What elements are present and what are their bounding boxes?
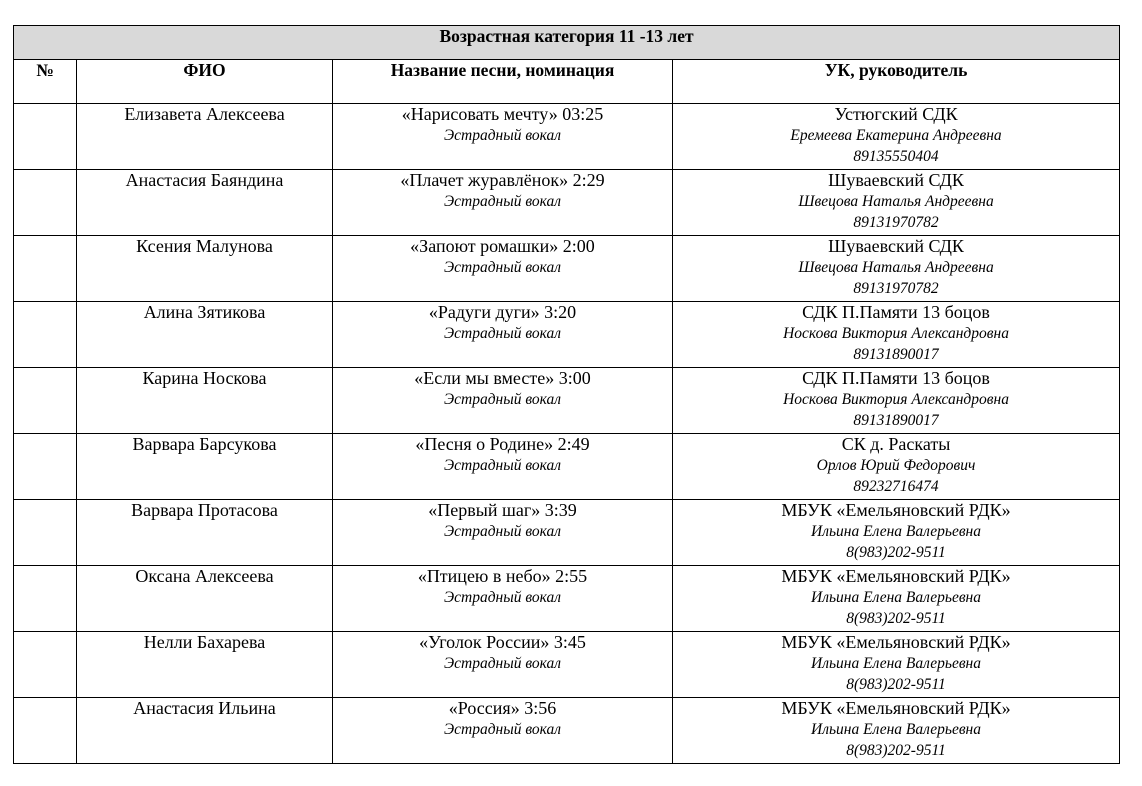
song-title: «Уголок России» 3:45 xyxy=(419,632,586,652)
organization: СДК П.Памяти 13 боцов xyxy=(802,302,990,322)
cell-name xyxy=(77,434,333,500)
cell-num xyxy=(14,104,77,170)
leader-phone: 89135550404 xyxy=(853,148,939,165)
cell-org xyxy=(673,434,1120,500)
cell-org xyxy=(673,302,1120,368)
cell-org xyxy=(673,104,1120,170)
header-org: УК, руководитель xyxy=(673,60,1120,104)
leader-name: Еремеева Екатерина Андреевна xyxy=(790,127,1002,144)
cell-name xyxy=(77,500,333,566)
table-caption: Возрастная категория 11 -13 лет xyxy=(14,26,1120,60)
song-title: «Песня о Родине» 2:49 xyxy=(415,434,590,454)
table-row xyxy=(14,104,1120,170)
participant-name: Анастасия Баяндина xyxy=(125,170,284,190)
leader-name: Носкова Виктория Александровна xyxy=(783,325,1009,342)
cell-org xyxy=(673,500,1120,566)
cell-song xyxy=(333,170,673,236)
table-row xyxy=(14,170,1120,236)
cell-num xyxy=(14,170,77,236)
nomination: Эстрадный вокал xyxy=(443,589,562,606)
cell-num xyxy=(14,632,77,698)
organization: МБУК «Емельяновский РДК» xyxy=(781,566,1011,586)
leader-phone: 89131890017 xyxy=(853,346,939,363)
organization: Устюгский СДК xyxy=(834,104,958,124)
header-row xyxy=(14,60,1120,104)
participant-name: Оксана Алексеева xyxy=(135,566,274,586)
cell-org xyxy=(673,170,1120,236)
leader-phone: 8(983)202-9511 xyxy=(846,610,946,627)
cell-song xyxy=(333,566,673,632)
cell-name xyxy=(77,302,333,368)
cell-song xyxy=(333,434,673,500)
leader-name: Ильина Елена Валерьевна xyxy=(811,655,982,672)
cell-name xyxy=(77,236,333,302)
leader-name: Швецова Наталья Андреевна xyxy=(798,193,994,210)
leader-phone: 8(983)202-9511 xyxy=(846,676,946,693)
cell-org xyxy=(673,698,1120,764)
cell-name xyxy=(77,698,333,764)
nomination: Эстрадный вокал xyxy=(443,655,562,672)
nomination: Эстрадный вокал xyxy=(443,721,562,738)
leader-name: Ильина Елена Валерьевна xyxy=(811,589,982,606)
participant-name: Нелли Бахарева xyxy=(143,632,266,652)
header-num: № xyxy=(14,60,77,104)
participant-name: Карина Носкова xyxy=(142,368,267,388)
cell-num xyxy=(14,500,77,566)
cell-org xyxy=(673,368,1120,434)
leader-name: Орлов Юрий Федорович xyxy=(816,457,976,474)
organization: МБУК «Емельяновский РДК» xyxy=(781,500,1011,520)
table-row xyxy=(14,368,1120,434)
leader-name: Швецова Наталья Андреевна xyxy=(798,259,994,276)
cell-song xyxy=(333,368,673,434)
nomination: Эстрадный вокал xyxy=(443,325,562,342)
song-title: «Нарисовать мечту» 03:25 xyxy=(401,104,604,124)
participants-table xyxy=(13,25,1120,764)
leader-phone: 8(983)202-9511 xyxy=(846,544,946,561)
organization: МБУК «Емельяновский РДК» xyxy=(781,698,1011,718)
cell-song xyxy=(333,632,673,698)
song-title: «Первый шаг» 3:39 xyxy=(428,500,577,520)
cell-name xyxy=(77,566,333,632)
table-row xyxy=(14,302,1120,368)
cell-num xyxy=(14,302,77,368)
organization: МБУК «Емельяновский РДК» xyxy=(781,632,1011,652)
cell-num xyxy=(14,434,77,500)
cell-num xyxy=(14,236,77,302)
organization: СДК П.Памяти 13 боцов xyxy=(802,368,990,388)
leader-phone: 89131970782 xyxy=(853,280,939,297)
cell-song xyxy=(333,236,673,302)
table-row xyxy=(14,566,1120,632)
table-row xyxy=(14,698,1120,764)
cell-num xyxy=(14,698,77,764)
participant-name: Елизавета Алексеева xyxy=(124,104,285,124)
header-song: Название песни, номинация xyxy=(333,60,673,104)
leader-name: Ильина Елена Валерьевна xyxy=(811,721,982,738)
song-title: «Запоют ромашки» 2:00 xyxy=(410,236,595,256)
participant-name: Анастасия Ильина xyxy=(133,698,276,718)
leader-phone: 89131890017 xyxy=(853,412,939,429)
table-row xyxy=(14,632,1120,698)
participant-name: Алина Зятикова xyxy=(143,302,266,322)
cell-name xyxy=(77,170,333,236)
table-body xyxy=(14,104,1120,764)
nomination: Эстрадный вокал xyxy=(443,457,562,474)
table-row xyxy=(14,236,1120,302)
song-title: «Радуги дуги» 3:20 xyxy=(428,302,577,322)
header-name: ФИО xyxy=(77,60,333,104)
caption-row xyxy=(14,26,1120,60)
leader-name: Ильина Елена Валерьевна xyxy=(811,523,982,540)
organization: Шуваевский СДК xyxy=(828,236,964,256)
participant-name: Варвара Барсукова xyxy=(132,434,277,454)
leader-name: Носкова Виктория Александровна xyxy=(783,391,1009,408)
nomination: Эстрадный вокал xyxy=(443,127,562,144)
nomination: Эстрадный вокал xyxy=(443,523,562,540)
cell-song xyxy=(333,302,673,368)
leader-phone: 89232716474 xyxy=(853,478,939,495)
cell-song xyxy=(333,104,673,170)
nomination: Эстрадный вокал xyxy=(443,391,562,408)
cell-name xyxy=(77,368,333,434)
participant-name: Варвара Протасова xyxy=(131,500,278,520)
cell-name xyxy=(77,104,333,170)
leader-phone: 8(983)202-9511 xyxy=(846,742,946,759)
organization: СК д. Раскаты xyxy=(841,434,951,454)
nomination: Эстрадный вокал xyxy=(443,259,562,276)
song-title: «Если мы вместе» 3:00 xyxy=(414,368,591,388)
organization: Шуваевский СДК xyxy=(828,170,964,190)
cell-org xyxy=(673,632,1120,698)
participant-name: Ксения Малунова xyxy=(136,236,273,256)
cell-org xyxy=(673,236,1120,302)
cell-song xyxy=(333,698,673,764)
nomination: Эстрадный вокал xyxy=(443,193,562,210)
cell-song xyxy=(333,500,673,566)
leader-phone: 89131970782 xyxy=(853,214,939,231)
song-title: «Птицею в небо» 2:55 xyxy=(417,566,588,586)
table-row xyxy=(14,500,1120,566)
song-title: «Плачет журавлёнок» 2:29 xyxy=(400,170,605,190)
cell-name xyxy=(77,632,333,698)
cell-num xyxy=(14,368,77,434)
cell-org xyxy=(673,566,1120,632)
cell-num xyxy=(14,566,77,632)
table-row xyxy=(14,434,1120,500)
song-title: «Россия» 3:56 xyxy=(448,698,557,718)
